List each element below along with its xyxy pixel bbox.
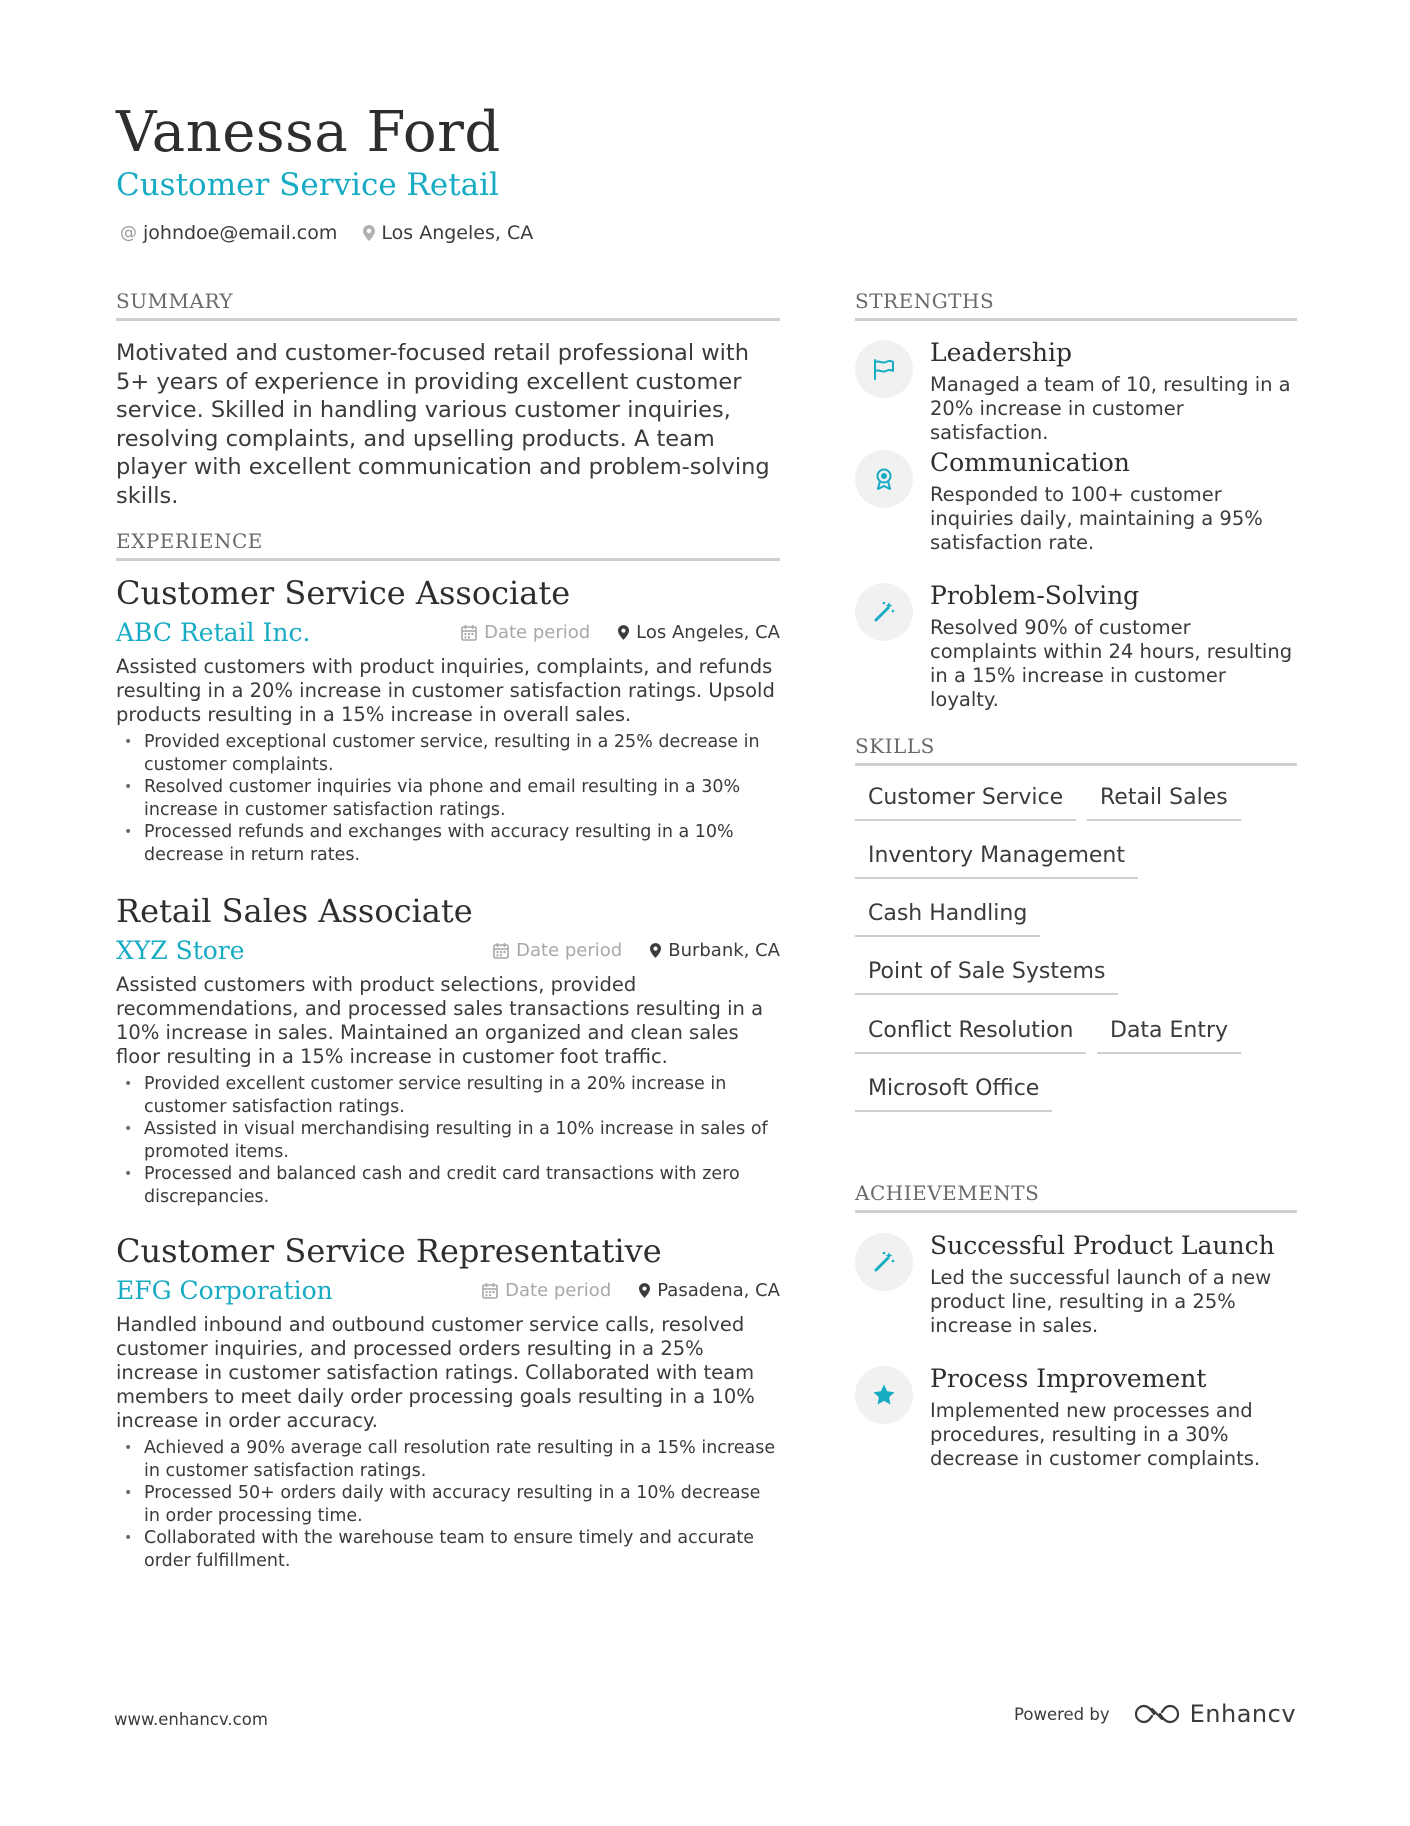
job-bullet: • Processed refunds and exchanges with accuracy resulting in a 10% decrease in return rates. <box>116 821 780 866</box>
flag-icon <box>855 340 913 398</box>
job-bullet: • Assisted in visual merchandising resulting in a 10% increase in sales of promoted items. <box>116 1118 780 1163</box>
job-meta <box>493 940 780 961</box>
job-location <box>650 940 780 961</box>
powered-by-label: Powered by <box>1014 1704 1110 1724</box>
company-name: ABC Retail Inc. <box>116 617 311 647</box>
job-meta <box>461 622 780 643</box>
job-location-text: Burbank, CA <box>668 939 780 961</box>
achievements-heading: ACHIEVEMENTS <box>855 1180 1297 1213</box>
job-meta <box>482 1280 780 1301</box>
job-bullet: • Provided exceptional customer service, resulting in a 25% decrease in customer complaints. <box>116 731 780 776</box>
job-location-text: Pasadena, CA <box>657 1279 780 1301</box>
footer-branding <box>1014 1700 1296 1728</box>
job-title: Customer Service Associate <box>116 574 571 612</box>
candidate-name: Vanessa Ford <box>116 100 501 165</box>
job-bullet: • Processed 50+ orders daily with accuracy resulting in a 10% decrease in order processing time. <box>116 1482 780 1527</box>
at-icon: @ <box>120 223 137 243</box>
job-bullets <box>116 731 780 866</box>
skill-tag: Data Entry <box>1097 1014 1241 1054</box>
achievements-section <box>855 1180 1297 1470</box>
strength-title: Leadership <box>930 338 1072 367</box>
skill-tag: Inventory Management <box>855 839 1138 879</box>
job-bullet: • Collaborated with the warehouse team to ensure timely and accurate order fulfillment. <box>116 1527 780 1572</box>
skill-tag: Point of Sale Systems <box>855 955 1118 995</box>
job-meta-row <box>116 933 780 967</box>
magic-wand-icon <box>855 583 913 641</box>
magic-wand-icon <box>855 1233 913 1291</box>
location-pin-icon <box>639 1283 650 1298</box>
achievement-title: Successful Product Launch <box>930 1231 1275 1260</box>
footer-website-link[interactable]: www.enhancv.com <box>114 1710 268 1729</box>
job-entry <box>116 1231 780 1572</box>
skill-tag: Cash Handling <box>855 897 1040 937</box>
job-bullet: • Processed and balanced cash and credit card transactions with zero discrepancies. <box>116 1163 780 1208</box>
left-column <box>116 288 780 1571</box>
job-date-text: Date period <box>484 621 591 643</box>
strength-title: Communication <box>930 448 1130 477</box>
achievement-desc: Led the successful launch of a new product line, resulting in a 25% increase in sales. <box>930 1266 1272 1337</box>
job-description: Assisted customers with product inquiries, complaints, and refunds resulting in a 20% increase in customer satisfaction ratings. Upsold products resulting in a 15% increase in overall sales. <box>116 655 775 726</box>
job-entry <box>116 891 780 1208</box>
summary-heading: SUMMARY <box>116 288 780 321</box>
job-bullet: • Achieved a 90% average call resolution rate resulting in a 15% increase in customer satisfaction ratings. <box>116 1437 780 1482</box>
skills-heading: SKILLS <box>855 733 1297 766</box>
enhancv-logo-icon <box>1134 1701 1180 1727</box>
job-title: Customer Service Representative <box>116 1232 662 1270</box>
job-meta-row <box>116 1273 780 1307</box>
job-description: Handled inbound and outbound customer service calls, resolved customer inquiries, and processed orders resulting in a 25% increase in customer satisfaction ratings. Collaborated with team members to meet daily order processing goals resulting in a 10% increase in order accuracy. <box>116 1313 755 1432</box>
calendar-icon <box>461 624 477 641</box>
contact-email[interactable] <box>120 222 337 244</box>
skill-tag: Conflict Resolution <box>855 1014 1086 1054</box>
strength-title: Problem-Solving <box>930 581 1140 610</box>
location-pin-icon <box>363 225 375 241</box>
achievement-title: Process Improvement <box>930 1364 1207 1393</box>
email-text: johndoe@email.com <box>143 222 338 244</box>
award-icon <box>855 450 913 508</box>
calendar-icon <box>493 942 509 959</box>
strengths-heading: STRENGTHS <box>855 288 1297 321</box>
strength-desc: Responded to 100+ customer inquiries daily, maintaining a 95% satisfaction rate. <box>930 483 1263 554</box>
location-pin-icon <box>650 943 661 958</box>
job-bullet: • Resolved customer inquiries via phone and email resulting in a 30% increase in customer satisfaction ratings. <box>116 776 780 821</box>
job-description: Assisted customers with product selections, provided recommendations, and processed sales transactions resulting in a 10% increase in sales. Maintained an organized and clean sales floor resulting in a 15% increase in customer foot traffic. <box>116 973 764 1068</box>
skills-section <box>855 733 1297 1101</box>
skill-tag: Customer Service <box>855 781 1076 821</box>
job-bullets <box>116 1073 780 1208</box>
achievement-desc: Implemented new processes and procedures, resulting in a 30% decrease in customer complaints. <box>930 1399 1261 1470</box>
strength-desc: Resolved 90% of customer complaints within 24 hours, resulting in a 15% increase in customer loyalty. <box>930 616 1293 711</box>
summary-section <box>116 288 780 510</box>
company-name: EFG Corporation <box>116 1275 333 1305</box>
job-date-text: Date period <box>505 1279 612 1301</box>
contact-location <box>363 222 533 244</box>
job-bullets <box>116 1437 780 1572</box>
strength-desc: Managed a team of 10, resulting in a 20% increase in customer satisfaction. <box>930 373 1291 444</box>
job-date <box>461 622 590 643</box>
contact-bar <box>120 222 559 244</box>
star-icon <box>855 1366 913 1424</box>
strengths-section <box>855 288 1297 711</box>
experience-section <box>116 528 780 1571</box>
summary-text: Motivated and customer-focused retail professional with 5+ years of experience in providing excellent customer service. Skilled in handling various customer inquiries, resolving complaints, and upselling products. A team player with excellent communication and problem-solving skills. <box>116 340 770 509</box>
experience-heading: EXPERIENCE <box>116 528 780 561</box>
location-text: Los Angeles, CA <box>381 222 534 244</box>
enhancv-brand[interactable]: Enhancv <box>1189 1700 1297 1728</box>
skill-tag: Microsoft Office <box>855 1072 1052 1112</box>
company-name: XYZ Store <box>116 935 245 965</box>
skill-tag: Retail Sales <box>1087 781 1241 821</box>
location-pin-icon <box>618 625 629 640</box>
job-location <box>639 1280 780 1301</box>
job-location-text: Los Angeles, CA <box>636 621 780 643</box>
job-meta-row <box>116 615 780 649</box>
job-date-text: Date period <box>516 939 623 961</box>
job-title: Retail Sales Associate <box>116 892 473 930</box>
job-date <box>493 940 622 961</box>
candidate-title: Customer Service Retail <box>116 167 499 203</box>
job-location <box>618 622 780 643</box>
calendar-icon <box>482 1282 498 1299</box>
job-date <box>482 1280 611 1301</box>
job-bullet: • Provided excellent customer service resulting in a 20% increase in customer satisfaction ratings. <box>116 1073 780 1118</box>
job-entry <box>116 573 780 866</box>
